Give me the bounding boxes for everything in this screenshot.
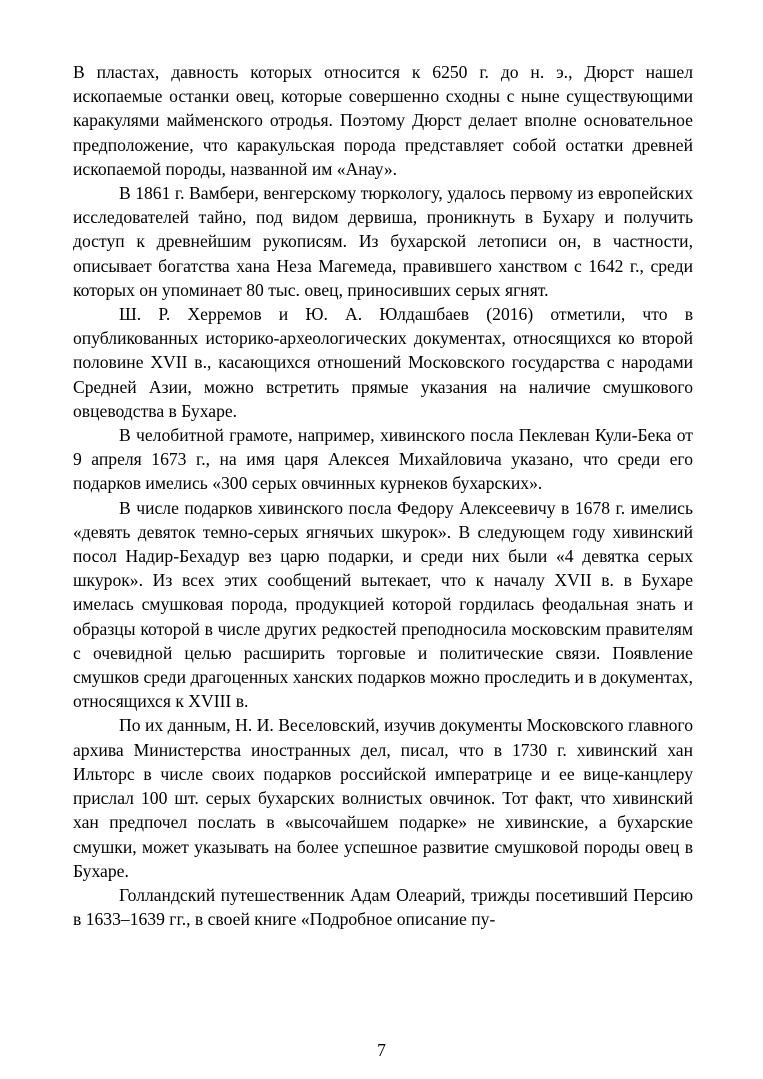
paragraph-3: Ш. Р. Херремов и Ю. А. Юлдашбаев (2016) отметили, что в опубликованных историко-археологических документах, относящихся ко второй половине XVII в., касающихся отношений Московского государства с народами Средней Азии, можно встретить прямые указания на наличие смушкового овцеводства в Бухаре.: [73, 304, 693, 421]
paragraph-6: По их данным, Н. И. Веселовский, изучив документы Московского главного архива Министерства иностранных дел, писал, что в 1730 г. хивинский хан Ильторс в числе своих подарков российской императрице и ее вице-канцлеру прислал 100 шт. серых бухарских волнистых овчинок. Тот факт, что хивинский хан предпочел послать в «высочайшем подарке» не хивинские, а бухарские смушки, может указывать на более успешное развитие смушковой породы овец в Бухаре.: [73, 715, 693, 881]
page-number: 7: [377, 1040, 386, 1060]
paragraph-7: Голландский путешественник Адам Олеарий, трижды посетивший Персию в 1633–1639 гг., в своей книге «Подробное описание пу-: [73, 884, 693, 930]
page-body: [73, 60, 693, 931]
paragraph-1: В пластах, давность которых относится к 6250 г. до н. э., Дюрст нашел ископаемые останки овец, которые совершенно сходны с ныне существующими каракулями майменского отродья. Поэтому Дюрст делает вполне основательное предположение, что каракульская порода представляет собой остатки древней ископаемой породы, названной им «Анау».: [73, 62, 693, 179]
paragraph-5: В числе подарков хивинского посла Федору Алексеевичу в 1678 г. имелись «девять девяток темно-серых ягнячьих шкурок». В следующем году хивинский посол Надир-Бехадур вез царю подарки, и среди них были «4 девятка серых шкурок». Из всех этих сообщений вытекает, что к началу XVII в. в Бухаре имелась смушковая порода, продукцией которой гордилась феодальная знать и образцы которой в числе других редкостей преподносила московским правителям с очевидной целью расширить торговые и политические связи. Появление смушков среди драгоценных ханских подарков можно проследить и в документах, относящихся к XVIII в.: [73, 497, 693, 712]
paragraph-2: В 1861 г. Вамбери, венгерскому тюркологу, удалось первому из европейских исследователей тайно, под видом дервиша, проникнуть в Бухару и получить доступ к древнейшим рукописям. Из бухарской летописи он, в частности, описывает богатства хана Неза Магемеда, правившего ханством с 1642 г., среди которых он упоминает 80 тыс. овец, приносивших серых ягнят.: [73, 183, 693, 300]
paragraph-4: В челобитной грамоте, например, хивинского посла Пеклеван Кули-Бека от 9 апреля 1673 г., на имя царя Алексея Михайловича указано, что среди его подарков имелись «300 серых овчинных курнеков бухарских».: [73, 425, 693, 494]
